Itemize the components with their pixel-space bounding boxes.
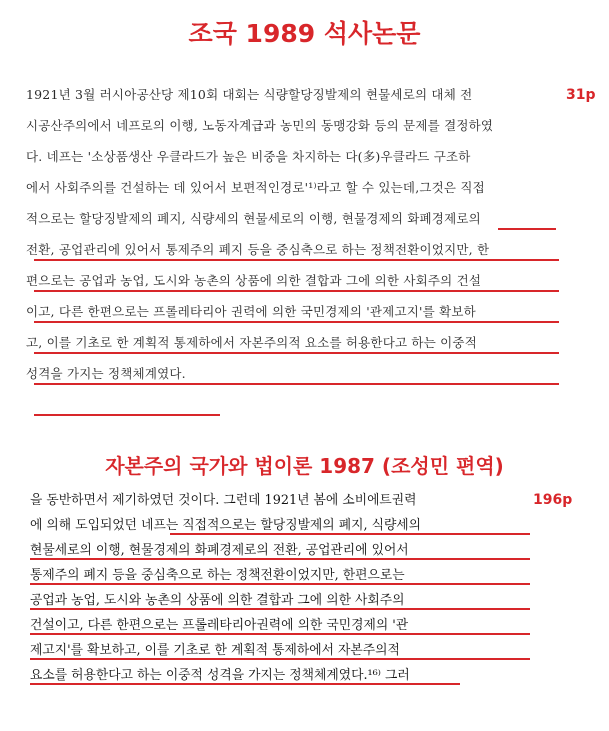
text-line: 에서 사회주의를 건설하는 데 있어서 보편적인경로'¹⁾라고 할 수 있는데,그것은 직접 xyxy=(26,180,485,195)
text-line: 1921년 3월 러시아공산당 제10회 대회는 식량할당징발제의 현물세로의 대체 전 xyxy=(26,87,473,102)
text-line: 성격을 가지는 정책체계였다. xyxy=(26,366,186,381)
highlight-underline xyxy=(30,583,530,585)
highlight-underline xyxy=(30,558,530,560)
section-1-heading: 조국 1989 석사논문 xyxy=(188,19,421,48)
text-line: 다. 네프는 '소상품생산 우클라드가 높은 비중을 차지하는 다(多)우클라드 구조하 xyxy=(26,149,471,164)
text-line: 에 의해 도입되었던 네프는 직접적으로는 할당징발제의 폐지, 식량세의 xyxy=(30,518,422,533)
text-line: 공업과 농업, 도시와 농촌의 상품에 의한 결합과 그에 의한 사회주의 xyxy=(30,593,405,608)
text-line: 제고지'를 확보하고, 이를 기초로 한 계획적 통제하에서 자본주의적 xyxy=(30,643,400,658)
highlight-underline xyxy=(34,352,559,354)
text-line: 편으로는 공업과 농업, 도시와 농촌의 상품에 의한 결합과 그에 의한 사회주의 건설 xyxy=(26,273,482,288)
highlight-underline xyxy=(34,321,559,323)
highlight-underline xyxy=(30,683,460,685)
highlight-underline xyxy=(170,533,530,535)
text-line: 을 동반하면서 제기하였던 것이다. 그런데 1921년 봄에 소비에트권력 xyxy=(30,493,417,508)
text-line: 이고, 다른 한편으로는 프롤레타리아 권력에 의한 국민경제의 '관제고지'를 확보하 xyxy=(26,304,476,319)
section-1-text-block xyxy=(26,79,566,389)
highlight-underline xyxy=(30,633,530,635)
highlight-underline xyxy=(34,259,559,261)
text-line: 적으로는 할당징발제의 폐지, 식량세의 현물세로의 이행, 현물경제의 화폐경제로의 xyxy=(26,211,481,226)
highlight-underline xyxy=(30,608,530,610)
text-line: 고, 이를 기초로 한 계획적 통제하에서 자본주의적 요소를 허용한다고 하는 이중적 xyxy=(26,335,477,350)
section-2-heading: 자본주의 국가와 법이론 1987 (조성민 편역) xyxy=(105,454,504,478)
highlight-underline xyxy=(34,290,559,292)
text-line: 통제주의 폐지 등을 중심축으로 하는 정책전환이었지만, 한편으로는 xyxy=(30,568,405,583)
text-line: 현물세로의 이행, 현물경제의 화폐경제로의 전환, 공업관리에 있어서 xyxy=(30,543,409,558)
section-1-page-number: 31p xyxy=(566,87,596,103)
text-line: 전환, 공업관리에 있어서 통제주의 폐지 등을 중심축으로 하는 정책전환이었지만, 한 xyxy=(26,242,490,257)
text-line: 요소를 허용한다고 하는 이중적 성격을 가지는 정책체계였다.¹⁶⁾ 그러 xyxy=(30,668,410,683)
highlight-underline xyxy=(30,658,530,660)
highlight-underline xyxy=(498,228,556,230)
highlight-underline xyxy=(34,383,559,385)
text-line: 건설이고, 다른 한편으로는 프롤레타리아권력에 의한 국민경제의 '관 xyxy=(30,618,409,633)
highlight-underline xyxy=(34,414,220,416)
section-2-text-block xyxy=(30,488,530,688)
section-2-page-number: 196p xyxy=(533,492,573,508)
text-line: 시공산주의에서 네프로의 이행, 노동자계급과 농민의 동맹강화 등의 문제를 결정하였 xyxy=(26,118,494,133)
